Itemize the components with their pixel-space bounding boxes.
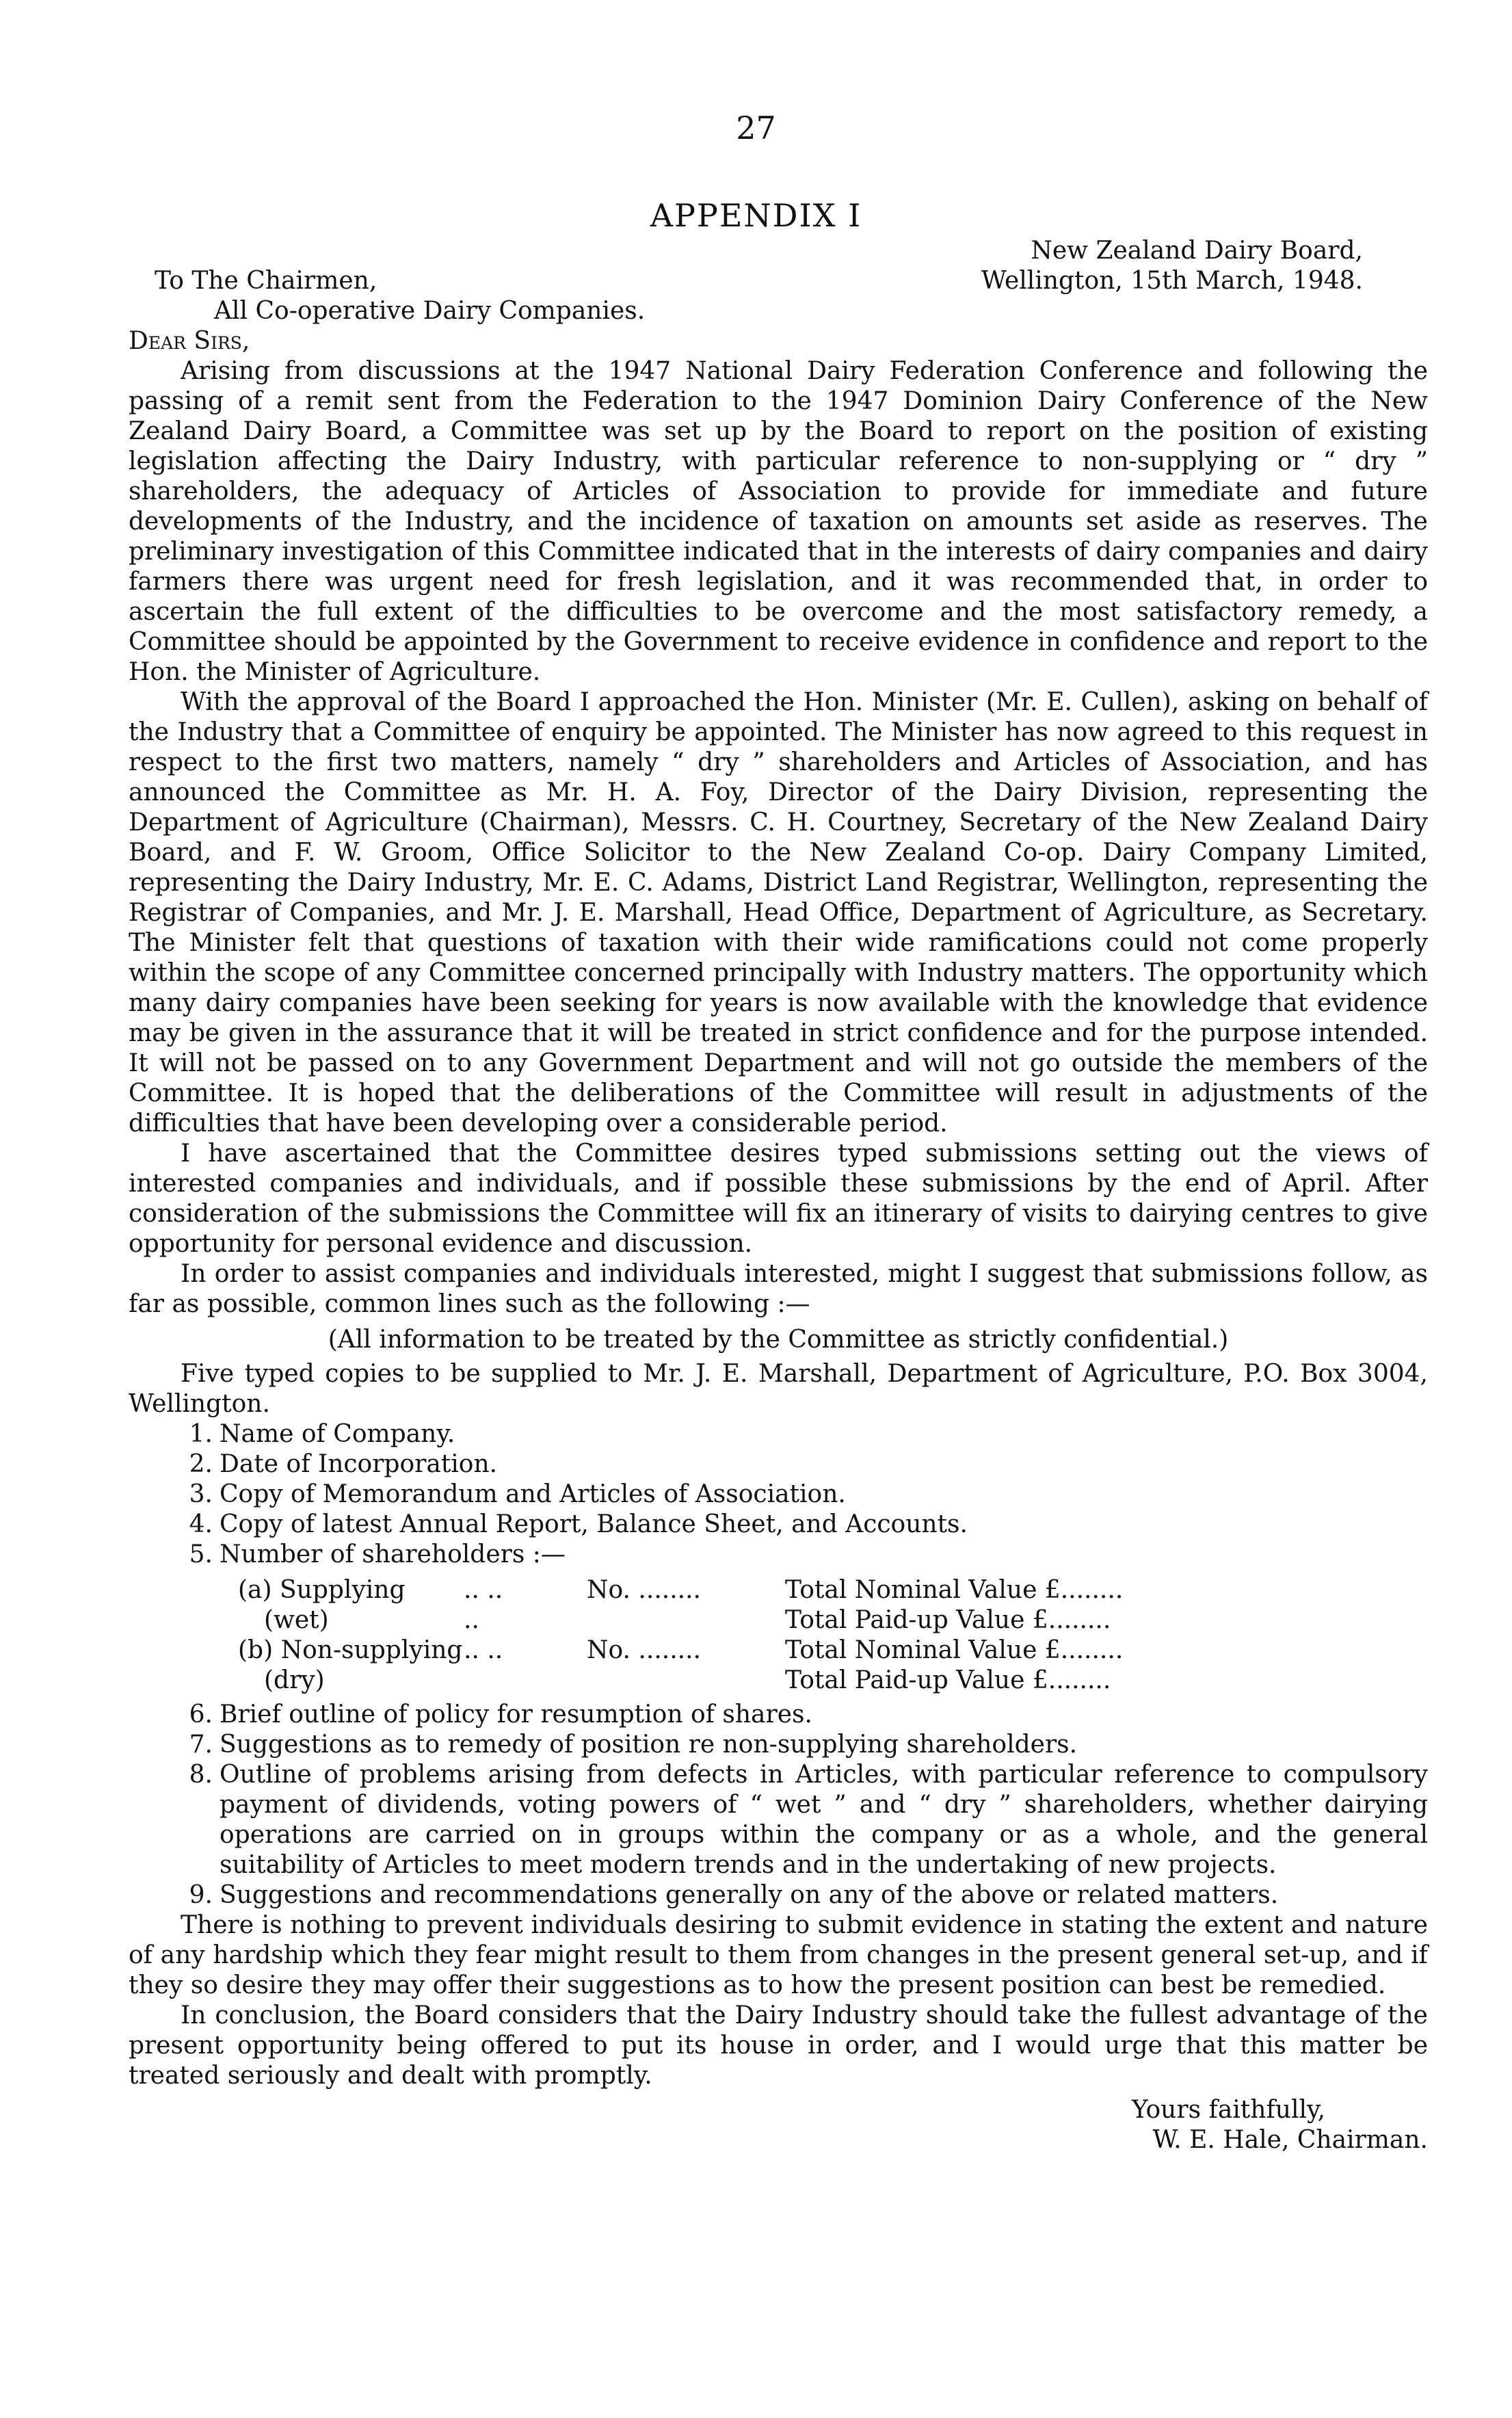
table-cell: [587, 1666, 785, 1696]
list-item: [129, 1760, 1428, 1880]
list-item-number: 4.: [189, 1510, 213, 1538]
page-title: APPENDIX I: [650, 197, 862, 234]
paragraph-2: With the approval of the Board I approached the Hon. Minister (Mr. E. Cullen), asking on behalf of the Industry that a Committee of enquiry be appointed. The Minister has now agreed to this request in respect to the first two matters, namely “ dry ” shareholders and Articles of Association, and has announced the Committee as Mr. H. A. Foy, Director of the Dairy Division, representing the Department of Agriculture (Chairman), Messrs. C. H. Courtney, Secretary of the New Zealand Dairy Board, and F. W. Groom, Office Solicitor to the New Zealand Co-op. Dairy Company Limited, representing the Dairy Industry, Mr. E. C. Adams, District Land Registrar, Wellington, representing the Registrar of Companies, and Mr. J. E. Marshall, Head Office, Department of Agriculture, as Secretary. The Minister felt that questions of taxation with their wide ramifications could not come properly within the scope of any Committee concerned principally with Industry matters. The opportunity which many dairy companies have been seeking for years is now available with the knowledge that evidence may be given in the assurance that it will be treated in strict confidence and for the purpose intended. It will not be passed on to any Government Department and will not go outside the members of the Committee. It is hoped that the deliberations of the Committee will result in adjustments of the difficulties that have been developing over a considerable period.: [129, 688, 1428, 1138]
table-cell: .. ..: [464, 1636, 503, 1664]
table-cell: [464, 1666, 587, 1696]
list-item-number: 1.: [189, 1420, 213, 1448]
shareholders-table: [238, 1575, 1250, 1696]
list-item-number: 5.: [189, 1540, 213, 1568]
signature: W. E. Hale, Chairman.: [1152, 2126, 1428, 2154]
list-item: [129, 1730, 1428, 1760]
list-item-text: Copy of Memorandum and Articles of Association.: [220, 1480, 846, 1508]
submission-list-a: [129, 1419, 1428, 1570]
recipients: All Co-operative Dairy Companies.: [214, 297, 646, 325]
table-cell: .. ..: [464, 1576, 503, 1604]
list-item-text: Copy of latest Annual Report, Balance Sheet, and Accounts.: [220, 1510, 968, 1538]
table-cell: ..: [464, 1606, 479, 1634]
table-cell: Total Paid-up Value £........: [785, 1606, 1111, 1634]
list-item-text: Date of Incorporation.: [220, 1450, 498, 1478]
table-cell: No. ........: [587, 1576, 701, 1604]
table-cell: (b) Non-supplying: [238, 1636, 463, 1664]
list-item-text: Suggestions as to remedy of position re non-supplying shareholders.: [220, 1731, 1078, 1759]
salutation: Dear Sirs,: [129, 327, 250, 355]
list-item: [129, 1449, 1428, 1480]
table-cell: Total Paid-up Value £........: [785, 1666, 1111, 1694]
list-item-number: 2.: [189, 1450, 213, 1478]
letter-body: [129, 236, 1428, 2155]
list-item: [129, 1419, 1428, 1449]
table-cell: Total Nominal Value £........: [785, 1636, 1124, 1664]
list-item: [129, 1700, 1428, 1730]
header-row-1: [129, 236, 1428, 266]
paragraph-1: Arising from discussions at the 1947 National Dairy Federation Conference and following the passing of a remit sent from the Federation to the 1947 Dominion Dairy Conference of the New Zealand Dairy Board, a Committee was set up by the Board to report on the position of existing legislation affecting the Dairy Industry, with particular reference to non-supplying or “ dry ” shareholders, the adequacy of Articles of Association to provide for immediate and future developments of the Industry, and the incidence of taxation on amounts set aside as reserves. The preliminary investigation of this Committee indicated that in the interests of dairy companies and dairy farmers there was urgent need for fresh legislation, and it was recommended that, in order to ascertain the full extent of the difficulties to be overcome and the most satisfactory remedy, a Committee should be appointed by the Government to receive evidence in confidence and report to the Hon. the Minister of Agriculture.: [129, 357, 1428, 686]
list-item-text: Number of shareholders :—: [220, 1540, 566, 1568]
table-cell: (wet): [264, 1606, 329, 1634]
confidential-note: (All information to be treated by the Committee as strictly confidential.): [328, 1326, 1229, 1354]
list-item-number: 3.: [189, 1480, 213, 1508]
table-row: [238, 1575, 1250, 1605]
paragraph-4: In order to assist companies and individuals interested, might I suggest that submissions follow, as far as possible, common lines such as the following :—: [129, 1260, 1428, 1318]
list-item-text: Suggestions and recommendations generally on any of the above or related matters.: [220, 1881, 1279, 1909]
list-item-text: Outline of problems arising from defects in Articles, with particular reference to compulsory payment of dividends, voting powers of “ wet ” and “ dry ” shareholders, whether dairying operations are carried on in groups within the company or as a whole, and the general suitability of Articles to meet modern trends and in the undertaking of new projects.: [220, 1761, 1428, 1879]
table-cell: No. ........: [587, 1636, 701, 1664]
list-item: [129, 1540, 1428, 1570]
list-item: [129, 1880, 1428, 1910]
table-row: [238, 1635, 1250, 1666]
list-item-number: 6.: [189, 1700, 213, 1729]
list-item-number: 8.: [189, 1761, 213, 1789]
page-number: 27: [736, 109, 776, 146]
paragraph-6: There is nothing to prevent individuals desiring to submit evidence in stating the extent and nature of any hardship which they fear might result to them from changes in the present general set-up, and if they so desire they may offer their suggestions as to how the present position can best be remedied.: [129, 1911, 1428, 1999]
sender-org: New Zealand Dairy Board,: [1031, 237, 1363, 265]
table-row: [238, 1666, 1250, 1696]
table-cell: (dry): [264, 1666, 325, 1694]
place-date: Wellington, 15th March, 1948.: [981, 267, 1363, 295]
list-item-number: 7.: [189, 1731, 213, 1759]
list-item-text: Name of Company.: [220, 1420, 455, 1448]
submission-list-b: [129, 1700, 1428, 1910]
table-cell: (a) Supplying: [238, 1576, 406, 1604]
list-item-number: 9.: [189, 1881, 213, 1909]
table-cell: [587, 1605, 785, 1635]
list-item-text: Brief outline of policy for resumption of shares.: [220, 1700, 812, 1729]
closing: Yours faithfully,: [1131, 2096, 1325, 2124]
addressee-line: To The Chairmen,: [155, 267, 377, 295]
paragraph-5: Five typed copies to be supplied to Mr. J. E. Marshall, Department of Agriculture, P.O. Box 3004, Wellington.: [129, 1360, 1428, 1418]
table-row: [238, 1605, 1250, 1635]
list-item: [129, 1510, 1428, 1540]
table-cell: Total Nominal Value £........: [785, 1576, 1124, 1604]
paragraph-3: I have ascertained that the Committee desires typed submissions setting out the views of interested companies and individuals, and if possible these submissions by the end of April. After consideration of the submissions the Committee will fix an itinerary of visits to dairying centres to give opportunity for personal evidence and discussion.: [129, 1140, 1428, 1258]
header-row-2: [129, 266, 1428, 296]
list-item: [129, 1480, 1428, 1510]
paragraph-7: In conclusion, the Board considers that the Dairy Industry should take the fullest advantage of the present opportunity being offered to put its house in order, and I would urge that this matter be treated seriously and dealt with promptly.: [129, 2001, 1428, 2090]
